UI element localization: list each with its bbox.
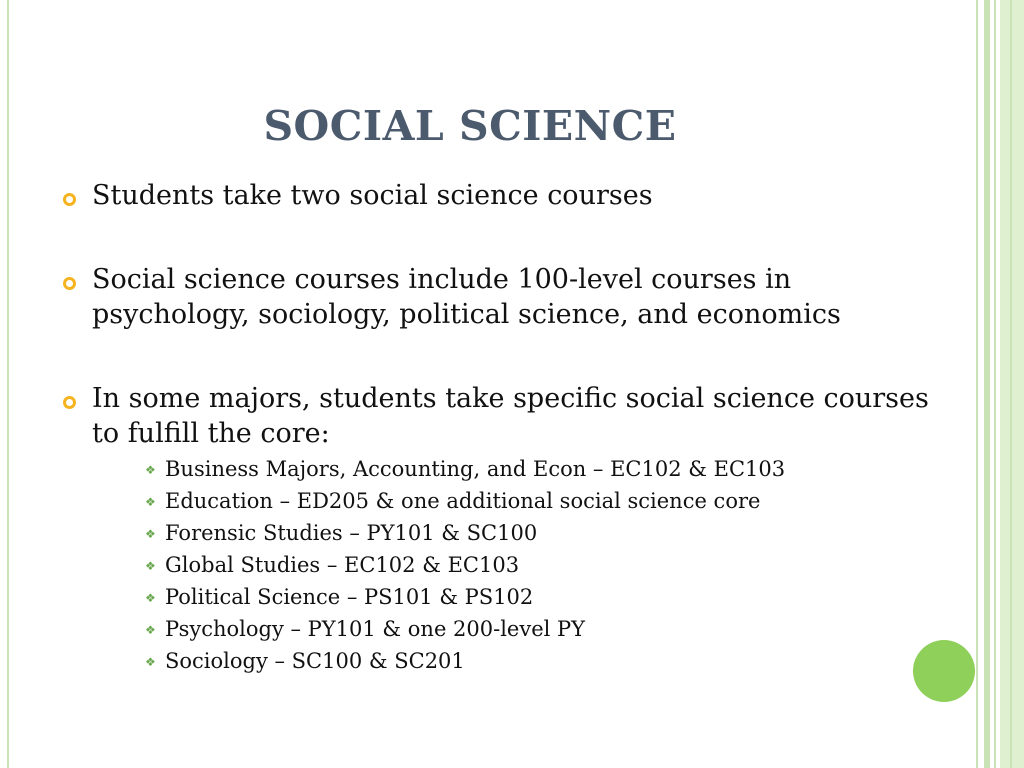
right-stripe (976, 0, 978, 768)
diamond-bullet-icon: ❖ (145, 495, 156, 509)
sub-bullet-item (145, 549, 940, 581)
sub-bullet-text: Global Studies – EC102 & EC103 (165, 553, 520, 577)
ring-bullet-icon (63, 277, 76, 290)
bullet-item (60, 178, 940, 213)
bullet-list (60, 178, 940, 677)
bullet-item (60, 381, 940, 677)
slide-title: SOCIAL SCIENCE (263, 102, 677, 150)
sub-bullet-item (145, 517, 940, 549)
right-stripe (984, 0, 990, 768)
bullet-text: In some majors, students take specific social science courses to fulfill the core: (92, 383, 929, 449)
diamond-bullet-icon: ❖ (145, 591, 156, 605)
green-circle-decoration (913, 640, 975, 702)
diamond-bullet-icon: ❖ (145, 655, 156, 669)
bullet-item (60, 262, 940, 332)
right-stripe-band (1000, 0, 1024, 768)
bullet-text: Students take two social science courses (92, 180, 653, 211)
right-stripe (994, 0, 996, 768)
sub-bullet-text: Psychology – PY101 & one 200-level PY (165, 617, 586, 641)
sub-bullet-item (145, 613, 940, 645)
ring-bullet-icon (63, 396, 76, 409)
diamond-bullet-icon: ❖ (145, 623, 156, 637)
sub-bullet-item (145, 485, 940, 517)
sub-bullet-text: Sociology – SC100 & SC201 (165, 649, 465, 673)
diamond-bullet-icon: ❖ (145, 463, 156, 477)
right-stripe (1010, 0, 1012, 768)
ring-bullet-icon (63, 193, 76, 206)
sub-bullet-text: Education – ED205 & one additional social science core (165, 489, 761, 513)
sub-bullet-text: Political Science – PS101 & PS102 (165, 585, 534, 609)
sub-bullet-text: Business Majors, Accounting, and Econ – EC102 & EC103 (165, 457, 786, 481)
sub-bullet-item (145, 581, 940, 613)
sub-bullet-text: Forensic Studies – PY101 & SC100 (165, 521, 538, 545)
sub-bullet-item (145, 453, 940, 485)
bullet-text: Social science courses include 100-level courses in psychology, sociology, political science, and economics (92, 264, 841, 330)
diamond-bullet-icon: ❖ (145, 527, 156, 541)
sub-bullet-list (92, 453, 940, 677)
sub-bullet-item (145, 645, 940, 677)
diamond-bullet-icon: ❖ (145, 559, 156, 573)
